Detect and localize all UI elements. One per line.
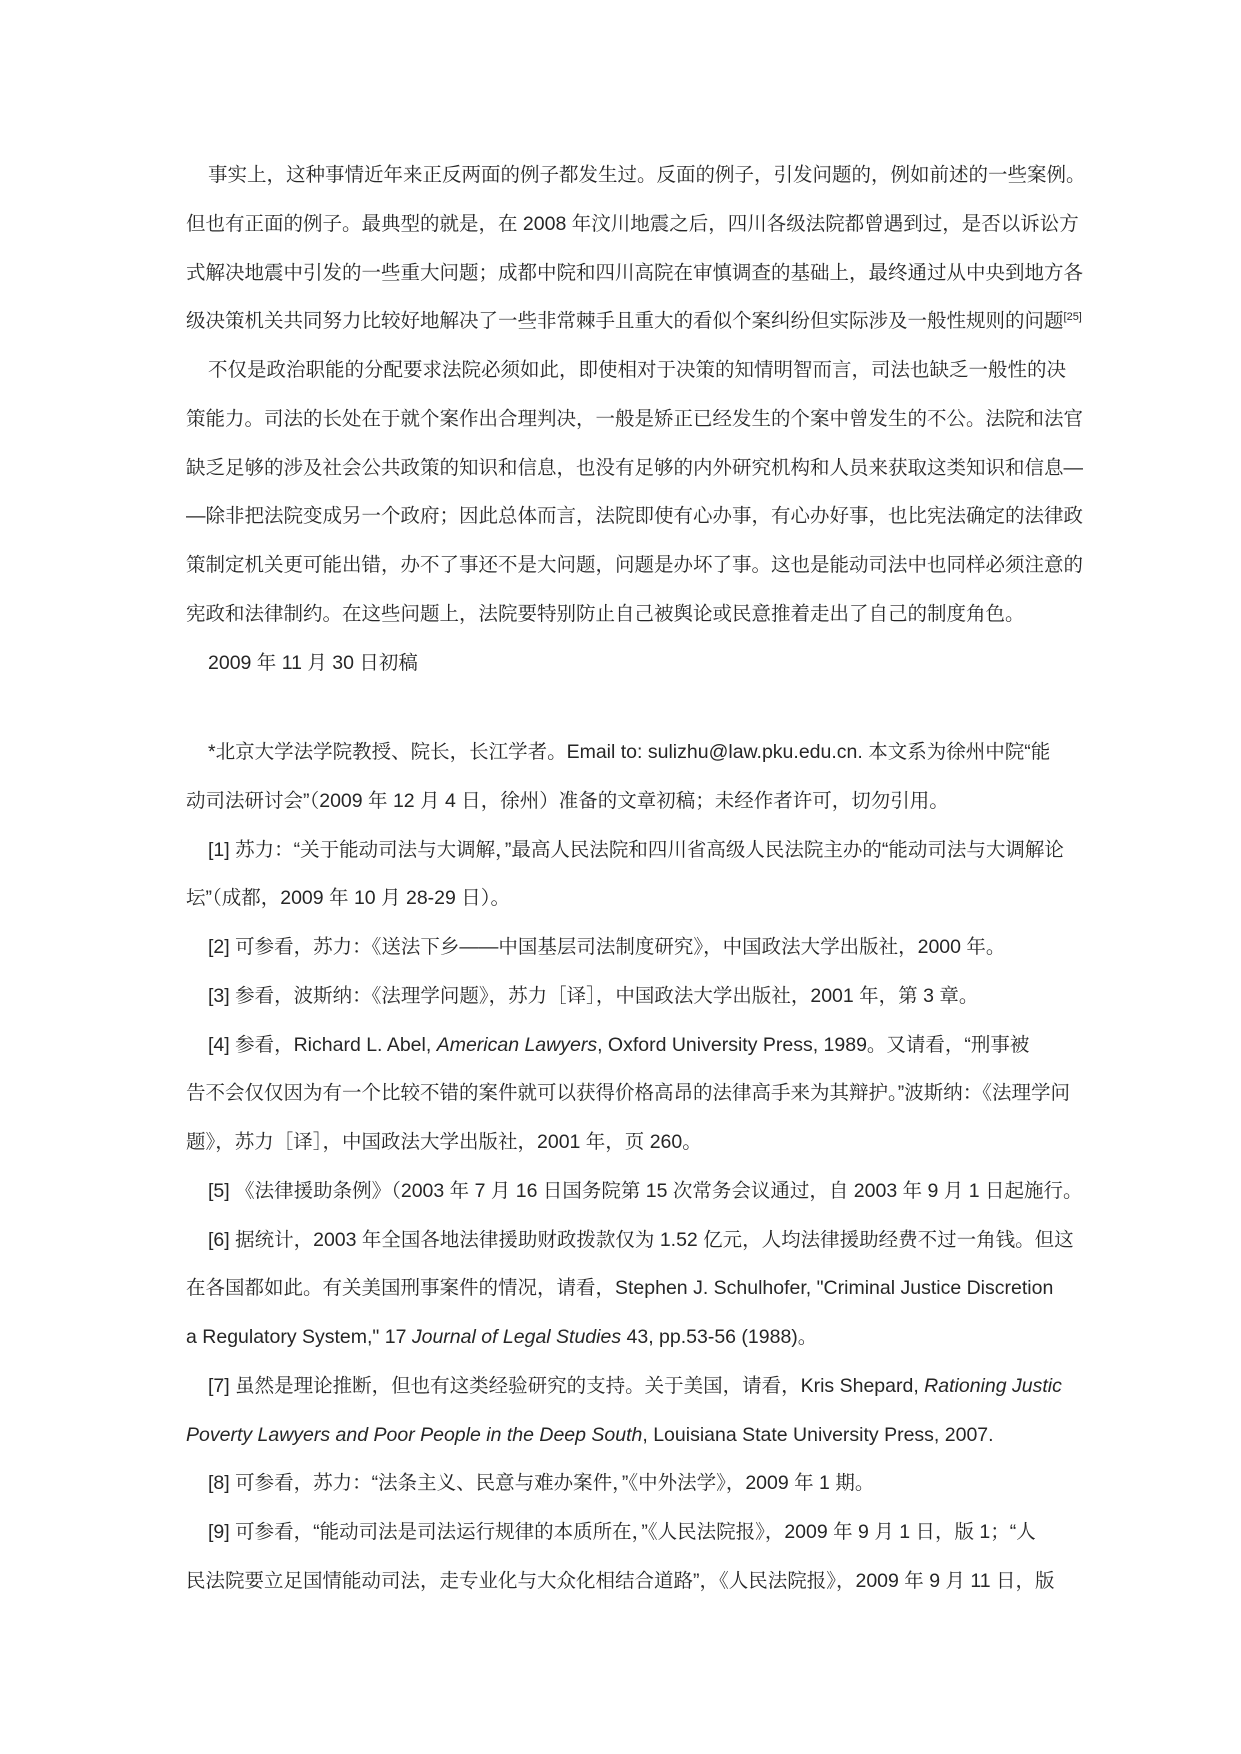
footnote-line [186,826,1062,875]
body-text [186,151,1086,687]
text-segment: [7] 虽然是理论推断，但也有这类经验研究的支持。关于美国，请看，Kris Shepard, [208,1374,925,1397]
text-segment: 不仅是政治职能的分配要求法院必须如此，即使相对于决策的知情明智而言，司法也缺乏一般性的决 [208,359,1067,381]
footnote-ref-link[interactable]: [25] [1063,311,1082,324]
footnote-line [186,1118,1062,1167]
text-segment: 但也有正面的例子。最典型的就是，在 2008 年汶川地震之后，四川各级法院都曾遇到过，是否以诉讼方 [186,212,1079,235]
footnote-line [186,1167,1083,1216]
footnote-line [186,874,1062,923]
text-segment: , Louisiana State University Press, 2007. [642,1423,994,1446]
text-segment: , Oxford University Press, 1989。又请看，“刑事被 [597,1033,1030,1056]
text-segment: 动司法研讨会”（2009 年 12 月 4 日，徐州）准备的文章初稿；未经作者许可，切勿引用。 [186,789,949,812]
footnote-line [186,777,1062,826]
text-segment: 式解决地震中引发的一些重大问题；成都中院和四川高院在审慎调查的基础上，最终通过从中央到地方各 [186,261,1084,284]
body-line [186,297,1082,346]
text-segment: 宪政和法律制约。在这些问题上，法院要特别防止自己被舆论或民意推着走出了自己的制度角色。 [186,602,1025,625]
text-segment: [1] 苏力：“关于能动司法与大调解，”最高人民法院和四川省高级人民法院主办的“能动司法与大调解论 [208,838,1064,861]
text-segment: 题》，苏力［译］，中国政法大学出版社，2001 年，页 260。 [186,1131,702,1153]
text-segment: 缺乏足够的涉及社会公共政策的知识和信息，也没有足够的内外研究机构和人员来获取这类知识和信息— [186,456,1084,479]
italic-title-text: Journal of Legal Studies [411,1326,622,1348]
footnote-line [186,1313,1062,1362]
text-segment: 策能力。司法的长处在于就个案作出合理判决，一般是矫正已经发生的个案中曾发生的不公。法院和法官 [186,407,1084,430]
text-segment: 在各国都如此。有关美国刑事案件的情况，请看，Stephen J. Schulhofer, "Criminal Justice Discretion [186,1277,1054,1300]
text-segment: —除非把法院变成另一个政府；因此总体而言，法院即使有心办事，有心办好事，也比宪法确定的法律政 [186,505,1084,528]
footnote-line [186,728,1062,777]
italic-title-text: Poverty Lawyers and Poor People in the Deep South [186,1423,643,1446]
text-segment: 2009 年 11 月 30 日初稿 [208,651,418,674]
italic-title-text: Rationing Justic [924,1374,1062,1397]
footnote-line [186,1459,1062,1508]
text-segment: [5] 《法律援助条例》（2003 年 7 月 16 日国务院第 15 次常务会议通过，自 2003 年 9 月 1 日起施行。 [208,1179,1083,1202]
text-segment: 43, pp.53-56 (1988)。 [621,1326,818,1348]
text-segment: *北京大学法学院教授、院长，长江学者。Email to: sulizhu@law.pku.edu.cn. 本文系为徐州中院“能 [208,741,1051,763]
text-segment: 告不会仅仅因为有一个比较不错的案件就可以获得价格高昂的法律高手来为其辩护。”波斯纳：《法理学问 [186,1082,1070,1105]
text-segment: 级决策机关共同努力比较好地解决了一些非常棘手且重大的看似个案纠纷但实际涉及一般性规则的问题 [186,310,1064,333]
footnote-line [186,1557,1062,1606]
text-segment: [8] 可参看，苏力：“法条主义、民意与难办案件，”《中外法学》，2009 年 1 期。 [208,1472,875,1495]
text-segment: [9] 可参看，“能动司法是司法运行规律的本质所在，”《人民法院报》，2009 年 9 月 1 日，版 1；“人 [208,1521,1036,1543]
text-segment: 坛”（成都，2009 年 10 月 28-29 日）。 [186,887,511,910]
text-segment: [4] 参看，Richard L. Abel, [208,1033,437,1056]
footnotes [186,728,1083,1606]
text-segment: [6] 据统计，2003 年全国各地法律援助财政拨款仅为 1.52 亿元，人均法律援助经费不过一角钱。但这 [208,1228,1074,1251]
body-line [186,395,1084,444]
text-segment: 事实上，这种事情近年来正反两面的例子都发生过。反面的例子，引发问题的，例如前述的一些案例。 [208,164,1086,186]
footnote-line [186,923,1062,972]
text-segment: 策制定机关更可能出错，办不了事还不是大问题，问题是办坏了事。这也是能动司法中也同样必须注意的 [186,554,1084,576]
footnote-line [186,1264,1062,1313]
footnote-line [186,1021,1062,1070]
body-line [186,200,1079,249]
body-line [186,541,1084,590]
text-segment: 民法院要立足国情能动司法，走专业化与大众化相结合道路”，《人民法院报》，2009 年 9 月 11 日，版 [186,1569,1055,1592]
text-segment: [3] 参看，波斯纳：《法理学问题》，苏力［译］，中国政法大学出版社，2001 年，第 3 章。 [208,984,979,1007]
footnote-line [186,1508,1062,1557]
text-segment: [2] 可参看，苏力：《送法下乡——中国基层司法制度研究》，中国政法大学出版社，2000 年。 [208,936,1006,958]
body-line [186,151,1086,200]
body-line [186,492,1084,541]
footnote-line [186,1069,1070,1118]
footnote-line [186,1362,1062,1411]
footnote-line [186,1216,1074,1265]
italic-title-text: American Lawyers [436,1033,598,1056]
text-segment: a Regulatory System," 17 [186,1326,412,1348]
footnote-line [186,1411,1062,1460]
body-line [186,346,1067,395]
footnote-line [186,972,1062,1021]
body-line [186,249,1084,298]
body-line [186,639,1062,688]
body-line [186,444,1084,493]
body-line [186,590,1062,639]
